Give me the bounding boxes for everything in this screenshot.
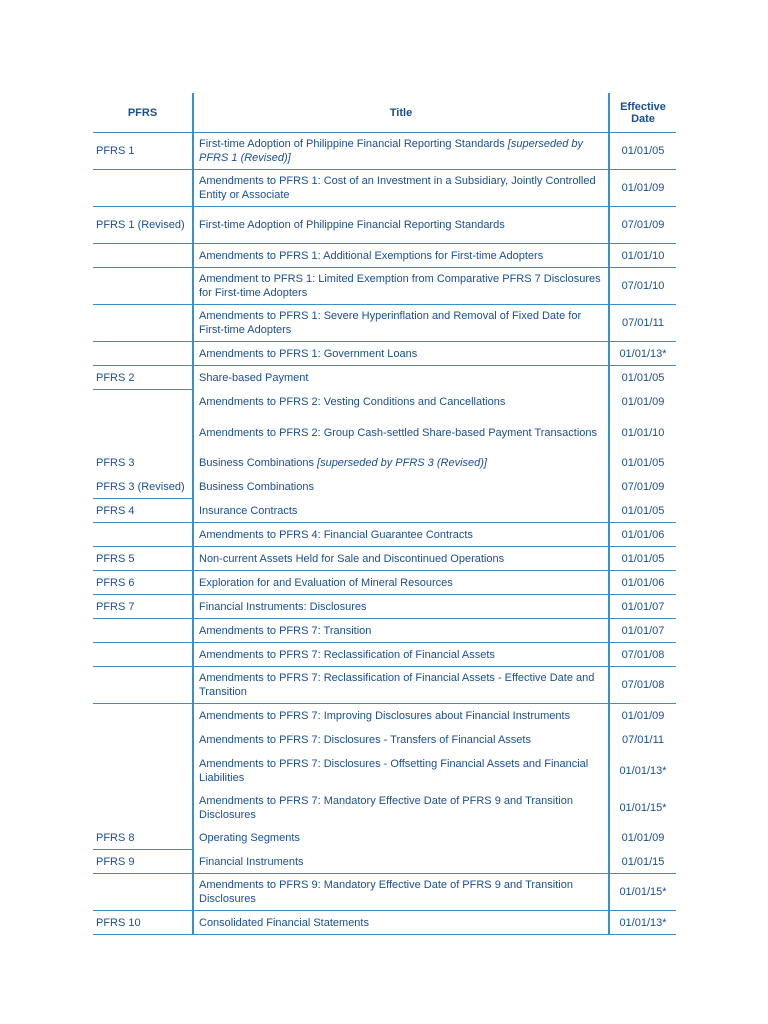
title-text: Amendments to PFRS 1: Severe Hyperinflation and Removal of Fixed Date for First-time Adopters (199, 310, 582, 336)
pfrs-cell (93, 789, 192, 826)
title-text: Amendments to PFRS 1: Government Loans (199, 347, 418, 360)
pfrs-cell (93, 667, 192, 704)
title-text: Consolidated Financial Statements (199, 916, 369, 929)
effective-date-cell: 01/01/15* (610, 874, 676, 911)
title-text: Amendment to PFRS 1: Limited Exemption from Comparative PFRS 7 Disclosures for First-time Adopters (199, 273, 601, 299)
table-row (93, 571, 676, 595)
title-text-block (199, 916, 369, 930)
title-cell (192, 414, 610, 451)
effective-date-cell: 01/01/10 (610, 244, 676, 268)
pfrs-cell: PFRS 3 (Revised) (93, 475, 192, 499)
title-cell (192, 595, 610, 619)
title-cell (192, 728, 610, 752)
table-row (93, 619, 676, 643)
pfrs-cell (93, 268, 192, 305)
title-text-block (199, 709, 570, 723)
pfrs-cell: PFRS 9 (93, 850, 192, 874)
title-text-block (199, 309, 603, 337)
table-body (93, 133, 676, 935)
title-cell (192, 342, 610, 366)
table-header (93, 93, 676, 133)
pfrs-cell (93, 643, 192, 667)
pfrs-cell (93, 704, 192, 728)
title-text-block (199, 480, 314, 494)
table-row (93, 667, 676, 704)
table-row (93, 170, 676, 207)
title-text-block (199, 878, 603, 906)
table-row (93, 595, 676, 619)
pfrs-cell (93, 414, 192, 451)
title-text: Business Combinations (199, 481, 314, 493)
table-row (93, 414, 676, 451)
effective-date-cell: 01/01/13* (610, 342, 676, 366)
effective-date-cell: 07/01/11 (621, 734, 664, 746)
table-row (93, 390, 676, 414)
title-text: Exploration for and Evaluation of Mineral Resources (199, 576, 453, 589)
effective-date-cell: 01/01/06 (610, 523, 676, 547)
title-text: Amendments to PFRS 9: Mandatory Effective Date of PFRS 9 and Transition Disclosures (199, 879, 573, 905)
title-text-block (199, 218, 505, 232)
pfrs-cell: PFRS 1 (Revised) (93, 207, 192, 244)
title-text-block (199, 855, 304, 869)
title-cell (192, 752, 610, 789)
effective-date-cell: 01/01/07 (610, 619, 676, 643)
table-row (93, 704, 676, 728)
title-cell (192, 133, 610, 170)
title-text: Amendments to PFRS 7: Mandatory Effective Date of PFRS 9 and Transition Disclosures (199, 794, 573, 821)
table-row (93, 850, 676, 874)
title-text: Amendments to PFRS 7: Reclassification of Financial Assets - Effective Date and Transition (199, 672, 595, 698)
title-cell (192, 305, 610, 342)
title-text: Amendments to PFRS 7: Disclosures - Transfers of Financial Assets (199, 734, 531, 746)
effective-date-cell: 01/01/07 (610, 595, 676, 619)
title-cell (192, 170, 610, 207)
effective-date-cell: 07/01/09 (621, 481, 665, 493)
title-text: Business Combinations (199, 457, 314, 469)
pfrs-cell (93, 619, 192, 643)
title-text: Amendments to PFRS 2: Vesting Conditions and Cancellations (199, 396, 506, 408)
pfrs-cell: PFRS 10 (93, 911, 192, 935)
title-text-block (199, 671, 603, 699)
pfrs-cell: PFRS 2 (93, 366, 192, 390)
effective-date-cell: 01/01/09 (621, 710, 665, 722)
title-cell (192, 850, 610, 874)
title-text: Amendments to PFRS 7: Improving Disclosures about Financial Instruments (199, 710, 571, 722)
table-row (93, 874, 676, 911)
title-text-block (199, 831, 300, 845)
table-row (93, 826, 676, 850)
effective-date-cell: 07/01/11 (610, 305, 676, 342)
pfrs-cell (93, 390, 192, 414)
table-row (93, 475, 676, 499)
table-row (93, 305, 676, 342)
pfrs-cell: PFRS 1 (93, 133, 192, 170)
title-text: First-time Adoption of Philippine Financial Reporting Standards (199, 138, 505, 150)
title-text-block (199, 576, 453, 590)
title-text: Amendments to PFRS 7: Transition (199, 624, 372, 637)
title-text-block (199, 174, 603, 202)
effective-date-cell: 07/01/10 (610, 268, 676, 305)
title-text-block (199, 426, 597, 440)
table-row (93, 342, 676, 366)
title-text-block (199, 272, 603, 300)
title-text: Operating Segments (199, 832, 300, 844)
title-text: Amendments to PFRS 7: Reclassification of Financial Assets (199, 648, 495, 661)
pfrs-cell: PFRS 3 (96, 457, 135, 469)
pfrs-cell: PFRS 7 (93, 595, 192, 619)
title-text-block (199, 528, 473, 542)
title-text: Amendments to PFRS 4: Financial Guarantee Contracts (199, 528, 473, 541)
title-text-block (199, 347, 417, 361)
title-text-block (199, 757, 603, 785)
effective-date-cell: 01/01/05 (610, 133, 676, 170)
header-title: Title (192, 93, 610, 133)
pfrs-cell (93, 305, 192, 342)
effective-date-cell: 01/01/13* (610, 911, 676, 935)
title-cell (192, 207, 610, 244)
title-text: Amendments to PFRS 1: Cost of an Investment in a Subsidiary, Jointly Controlled Entity or Associate (199, 175, 596, 201)
pfrs-cell (93, 728, 192, 752)
title-cell (192, 704, 610, 728)
effective-date-cell: 01/01/13* (619, 764, 667, 777)
title-text-block (199, 395, 505, 409)
title-cell (192, 619, 610, 643)
pfrs-cell (93, 523, 192, 547)
effective-date-cell: 01/01/10 (621, 426, 665, 439)
pfrs-cell: PFRS 6 (93, 571, 192, 595)
title-text-block (199, 794, 603, 822)
pfrs-cell (93, 874, 192, 911)
title-cell (192, 826, 610, 850)
header-pfrs: PFRS (93, 93, 192, 133)
pfrs-cell: PFRS 4 (93, 499, 192, 523)
title-cell (192, 667, 610, 704)
effective-date-cell: 01/01/15* (619, 801, 667, 814)
pfrs-cell: PFRS 5 (93, 547, 192, 571)
effective-date-cell: 01/01/05 (621, 372, 665, 384)
title-cell (192, 390, 610, 414)
superseded-note: [superseded by PFRS 1 (Revised)] (199, 138, 583, 164)
effective-date-cell: 01/01/09 (621, 832, 665, 844)
pfrs-cell (93, 244, 192, 268)
effective-date-cell: 01/01/05 (610, 547, 676, 571)
table-row (93, 789, 676, 826)
title-text-block (199, 648, 495, 662)
table-row (93, 523, 676, 547)
title-cell (192, 547, 610, 571)
title-text: First-time Adoption of Philippine Financial Reporting Standards (199, 219, 505, 231)
title-text: Non-current Assets Held for Sale and Discontinued Operations (199, 552, 505, 565)
title-cell (192, 475, 610, 499)
effective-date-cell: 01/01/15 (610, 850, 676, 874)
title-text: Amendments to PFRS 7: Disclosures - Offsetting Financial Assets and Financial Liabilities (199, 757, 589, 784)
title-text-block (199, 249, 543, 263)
effective-date-cell: 01/01/05 (621, 457, 665, 469)
title-text-block (199, 137, 603, 165)
title-text-block (199, 552, 504, 566)
table-row (93, 911, 676, 935)
title-cell (192, 874, 610, 911)
title-cell (192, 523, 610, 547)
pfrs-table (93, 93, 676, 935)
title-cell (192, 451, 610, 475)
title-text: Insurance Contracts (199, 504, 298, 517)
table-row (93, 499, 676, 523)
effective-date-cell: 01/01/09 (610, 170, 676, 207)
table-row (93, 752, 676, 789)
title-text: Share-based Payment (199, 372, 309, 384)
effective-date-cell: 07/01/08 (610, 667, 676, 704)
table-row (93, 133, 676, 170)
table-row (93, 451, 676, 475)
title-text: Financial Instruments: Disclosures (199, 600, 367, 613)
effective-date-cell: 07/01/08 (610, 643, 676, 667)
table-row (93, 728, 676, 752)
table-row (93, 207, 676, 244)
title-cell (192, 789, 610, 826)
title-cell (192, 499, 610, 523)
effective-date-cell: 07/01/09 (610, 207, 676, 244)
title-text-block (199, 624, 371, 638)
effective-date-cell: 01/01/05 (610, 499, 676, 523)
title-text: Amendments to PFRS 2: Group Cash-settled Share-based Payment Transactions (199, 426, 598, 439)
title-text-block (199, 504, 297, 518)
pfrs-cell (93, 342, 192, 366)
title-cell (192, 366, 610, 390)
title-text-block (199, 600, 367, 614)
table-row (93, 366, 676, 390)
title-text-block (199, 456, 487, 470)
table-row (93, 547, 676, 571)
title-cell (192, 268, 610, 305)
title-cell (192, 643, 610, 667)
title-cell (192, 244, 610, 268)
superseded-note: [superseded by PFRS 3 (Revised)] (317, 457, 487, 469)
effective-date-cell: 01/01/09 (621, 396, 665, 408)
table-row (93, 643, 676, 667)
title-cell (192, 911, 610, 935)
pfrs-cell: PFRS 8 (93, 826, 192, 850)
title-text-block (199, 371, 308, 385)
table-row (93, 268, 676, 305)
pfrs-cell (93, 752, 192, 789)
table-row (93, 244, 676, 268)
title-text: Amendments to PFRS 1: Additional Exemptions for First-time Adopters (199, 249, 544, 262)
title-cell (192, 571, 610, 595)
pfrs-cell (93, 170, 192, 207)
header-effective-date: Effective Date (610, 93, 676, 133)
title-text: Financial Instruments (199, 855, 304, 868)
title-text-block (199, 733, 531, 747)
effective-date-cell: 01/01/06 (610, 571, 676, 595)
